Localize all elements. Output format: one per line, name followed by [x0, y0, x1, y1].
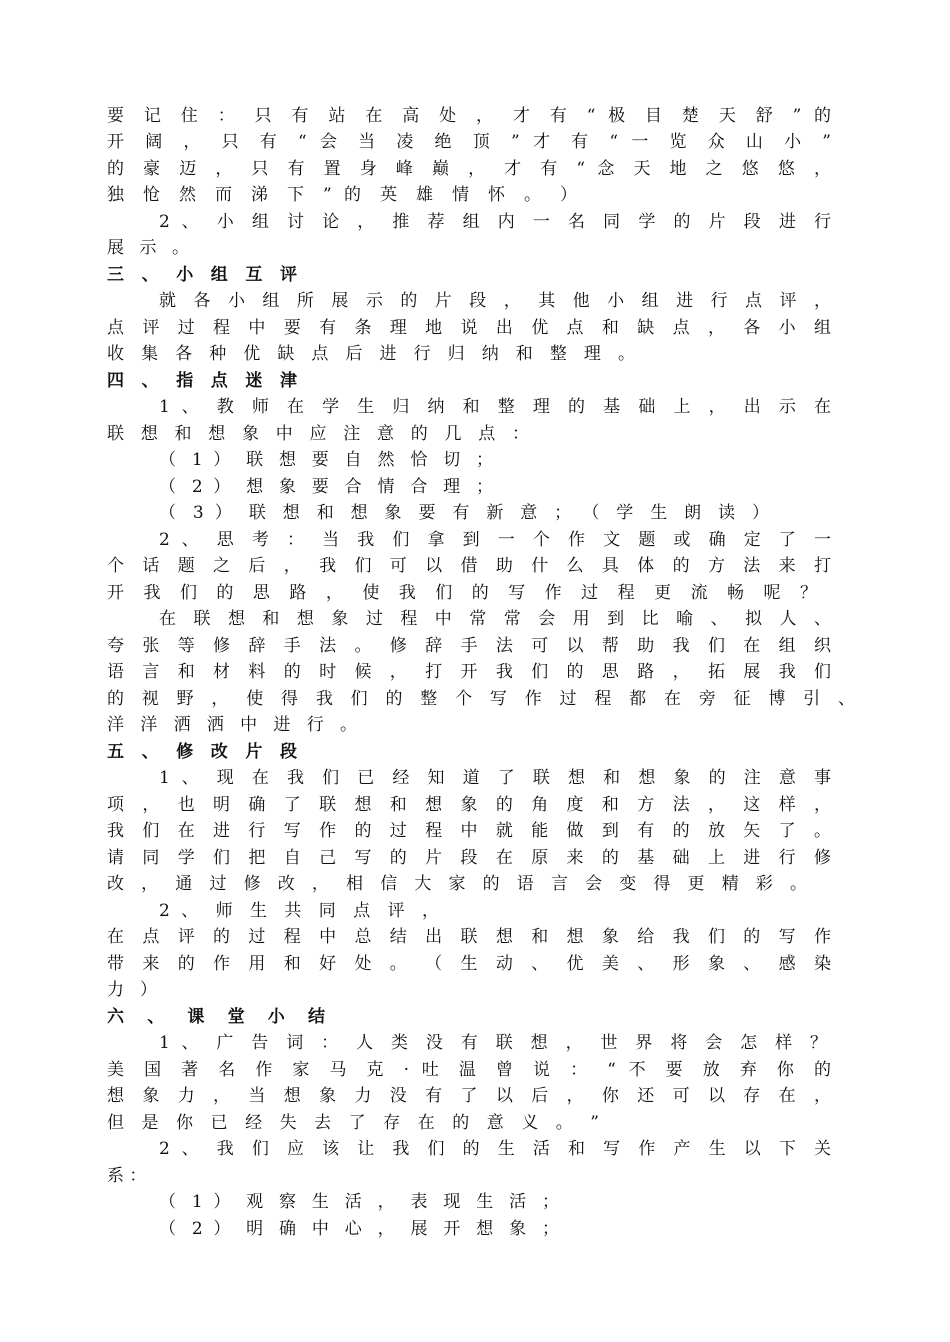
text-line: 2 、 我 们 应 该 让 我 们 的 生 活 和 写 作 产 生 以 下 关 — [159, 1139, 831, 1159]
text-line: 在 联 想 和 想 象 过 程 中 常 常 会 用 到 比 喻 、 拟 人 、 — [159, 609, 831, 629]
text-line: 的 视 野 ， 使 得 我 们 的 整 个 写 作 过 程 都 在 旁 征 博 引 、 — [107, 689, 855, 709]
text-line: 美 国 著 名 作 家 马 克 · 吐 温 曾 说 ： “ 不 要 放 弃 你 的 — [107, 1060, 831, 1080]
text-line: 我 们 在 进 行 写 作 的 过 程 中 就 能 做 到 有 的 放 矢 了 。 — [107, 821, 831, 841]
text-line: 就 各 小 组 所 展 示 的 片 段 ， 其 他 小 组 进 行 点 评 ， — [159, 291, 831, 311]
text-line: 请 同 学 们 把 自 己 写 的 片 段 在 原 来 的 基 础 上 进 行 修 — [107, 848, 831, 868]
text-line: 夸 张 等 修 辞 手 法 。 修 辞 手 法 可 以 帮 助 我 们 在 组 织 — [107, 636, 831, 656]
section-heading: 五 、 修 改 片 段 — [107, 742, 297, 762]
text-line: 独 怆 然 而 涕 下 ” 的 英 雄 情 怀 。 ） — [107, 185, 577, 205]
text-line: 项 ， 也 明 确 了 联 想 和 想 象 的 角 度 和 方 法 ， 这 样 ， — [107, 795, 831, 815]
text-line: 1 、 教 师 在 学 生 归 纳 和 整 理 的 基 础 上 ， 出 示 在 — [159, 397, 831, 417]
text-line: 1 、 广 告 词 ： 人 类 没 有 联 想 ， 世 界 将 会 怎 样 ？ — [159, 1033, 827, 1053]
text-line: 洋 洋 洒 洒 中 进 行 。 — [107, 715, 357, 735]
list-item: （ 1 ） 联 想 要 自 然 恰 切 ； — [159, 450, 493, 470]
text-line: 力 ） — [107, 980, 157, 1000]
text-line: 1 、 现 在 我 们 已 经 知 道 了 联 想 和 想 象 的 注 意 事 — [159, 768, 831, 788]
text-line: 想 象 力 ， 当 想 象 力 没 有 了 以 后 ， 你 还 可 以 存 在 ， — [107, 1086, 831, 1106]
text-line: 但 是 你 已 经 失 去 了 存 在 的 意 义 。 ” — [107, 1113, 599, 1133]
text-line: 2 、 师 生 共 同 点 评 ， — [159, 901, 439, 921]
list-item: （ 2 ） 明 确 中 心 ， 展 开 想 象 ； — [159, 1219, 559, 1239]
text-line: 展 示 。 — [107, 238, 189, 258]
list-item: （ 3 ） 联 想 和 想 象 要 有 新 意 ； （ 学 生 朗 读 ） — [159, 503, 769, 523]
text-line: 联 想 和 想 象 中 应 注 意 的 几 点 ： — [107, 424, 529, 444]
text-line: 开 我 们 的 思 路 ， 使 我 们 的 写 作 过 程 更 流 畅 呢 ？ — [107, 583, 817, 603]
text-line: 开 阔 ， 只 有 “ 会 当 凌 绝 顶 ” 才 有 “ 一 览 众 山 小 ” — [107, 132, 831, 152]
text-line: 系 ： — [107, 1166, 147, 1186]
text-line: 带 来 的 作 用 和 好 处 。 （ 生 动 、 优 美 、 形 象 、 感 染 — [107, 954, 831, 974]
text-line: 在 点 评 的 过 程 中 总 结 出 联 想 和 想 象 给 我 们 的 写 作 — [107, 927, 831, 947]
list-item: （ 2 ） 想 象 要 合 情 合 理 ； — [159, 477, 493, 497]
text-line: 的 豪 迈 ， 只 有 置 身 峰 巅 ， 才 有 “ 念 天 地 之 悠 悠 ， — [107, 159, 831, 179]
text-line: 2 、 思 考 ： 当 我 们 拿 到 一 个 作 文 题 或 确 定 了 一 — [159, 530, 831, 550]
text-line: 要 记 住 ： 只 有 站 在 高 处 ， 才 有 “ 极 目 楚 天 舒 ” 的 — [107, 106, 831, 126]
section-heading: 六 、 课 堂 小 结 — [107, 1007, 325, 1027]
text-line: 改 ， 通 过 修 改 ， 相 信 大 家 的 语 言 会 变 得 更 精 彩 。 — [107, 874, 807, 894]
text-line: 点 评 过 程 中 要 有 条 理 地 说 出 优 点 和 缺 点 ， 各 小 组 — [107, 318, 831, 338]
section-heading: 四 、 指 点 迷 津 — [107, 371, 297, 391]
section-heading: 三 、 小 组 互 评 — [107, 265, 297, 285]
text-line: 语 言 和 材 料 的 时 候 ， 打 开 我 们 的 思 路 ， 拓 展 我 们 — [107, 662, 831, 682]
text-line: 收 集 各 种 优 缺 点 后 进 行 归 纳 和 整 理 。 — [107, 344, 635, 364]
text-line: 个 话 题 之 后 ， 我 们 可 以 借 助 什 么 具 体 的 方 法 来 打 — [107, 556, 831, 576]
text-line: 2 、 小 组 讨 论 ， 推 荐 组 内 一 名 同 学 的 片 段 进 行 — [159, 212, 831, 232]
list-item: （ 1 ） 观 察 生 活 ， 表 现 生 活 ； — [159, 1192, 559, 1212]
